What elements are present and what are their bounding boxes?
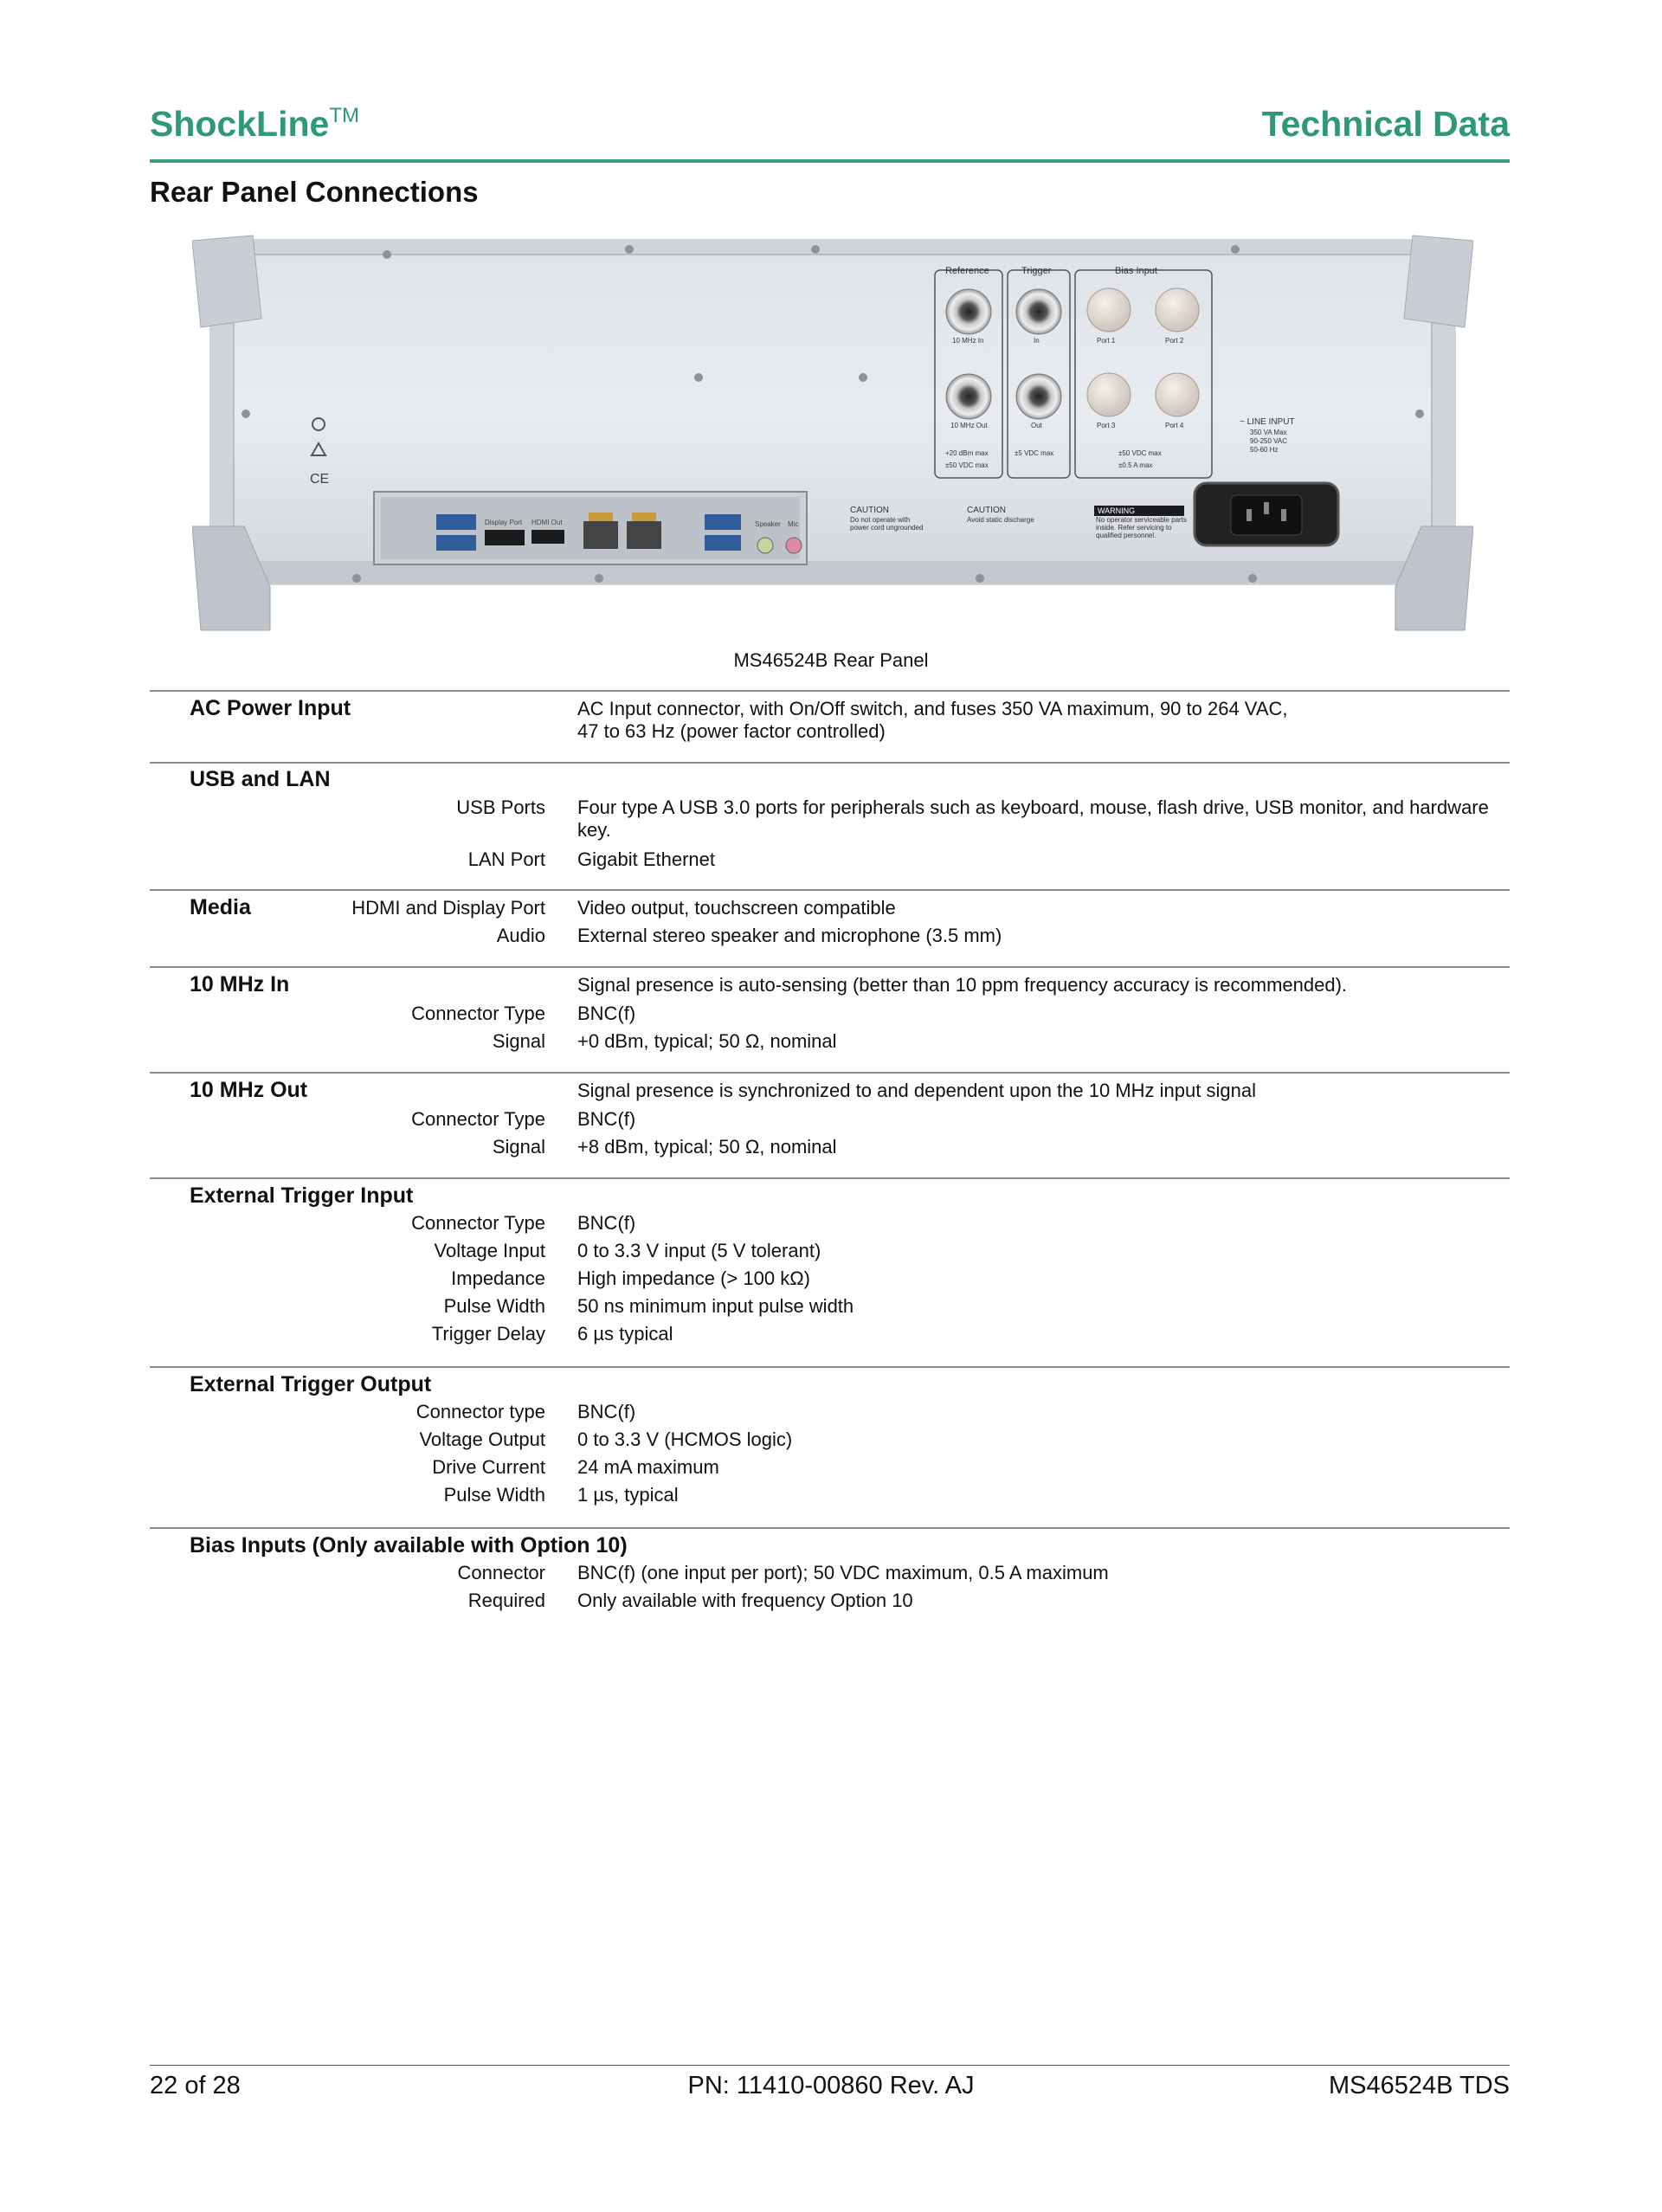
- spec-value: 24 mA maximum: [577, 1456, 719, 1478]
- spec-value: External stereo speaker and microphone (3.5 mm): [577, 925, 1002, 946]
- header-product: ShockLine™: [150, 104, 359, 144]
- section-rule: [150, 1527, 1510, 1529]
- header-doc-type: Technical Data: [1261, 104, 1510, 144]
- spec-label: LAN Port: [467, 848, 545, 870]
- line-input-label: ~ LINE INPUT: [1240, 417, 1295, 427]
- bias-input-label: Bias Input: [1115, 266, 1157, 276]
- image-caption: MS46524B Rear Panel: [733, 649, 929, 671]
- spec-section-title: USB and LAN: [190, 767, 331, 791]
- section-rule: [150, 1072, 1510, 1074]
- ref-spec1: +20 dBm max: [945, 449, 989, 457]
- caution-text2: power cord ungrounded: [850, 524, 924, 532]
- section-rule: [150, 1177, 1510, 1179]
- trig-in-label: In: [1034, 337, 1040, 345]
- warning-label: WARNING: [1098, 506, 1136, 515]
- spec-label: Impedance: [451, 1267, 545, 1289]
- bias-spec2: ±0.5 A max: [1118, 461, 1153, 469]
- spec-label: USB Ports: [456, 796, 545, 818]
- ref-spec2: ±50 VDC max: [945, 461, 989, 469]
- reference-label: Reference: [945, 266, 989, 276]
- spec-value: BNC(f): [577, 1003, 636, 1024]
- section-rule: [150, 690, 1510, 692]
- spec-label: Connector: [457, 1562, 545, 1583]
- warning-text3: qualified personnel.: [1096, 532, 1156, 539]
- footer-page-number: 22 of 28: [150, 2072, 241, 2099]
- spec-label: Pulse Width: [443, 1295, 545, 1317]
- warning-text2: inside. Refer servicing to: [1096, 524, 1172, 532]
- spec-value: Signal presence is auto-sensing (better than 10 ppm frequency accuracy is recommended).: [577, 974, 1348, 996]
- ref-out-label: 10 MHz Out: [950, 422, 988, 429]
- section-rule: [150, 762, 1510, 764]
- rear-panel-image: [192, 223, 1473, 639]
- spec-label: Signal: [492, 1030, 545, 1052]
- port3-label: Port 3: [1097, 422, 1116, 429]
- ref-in-label: 10 MHz In: [952, 337, 984, 345]
- spec-value: Signal presence is synchronized to and dependent upon the 10 MHz input signal: [577, 1080, 1256, 1101]
- caution-label: CAUTION: [850, 506, 889, 515]
- section-rule: [150, 889, 1510, 891]
- section-title: Rear Panel Connections: [150, 176, 479, 208]
- spec-value: BNC(f): [577, 1108, 636, 1130]
- hdmi-out-label: HDMI Out: [531, 519, 563, 526]
- footer-part-number: PN: 11410-00860 Rev. AJ: [687, 2072, 975, 2099]
- spec-label: Required: [467, 1590, 545, 1611]
- spec-value: 0 to 3.3 V input (5 V tolerant): [577, 1240, 821, 1261]
- spec-label: Connector type: [416, 1401, 545, 1422]
- header-rule: [150, 159, 1510, 163]
- line-spec2: 90-250 VAC: [1250, 437, 1287, 445]
- spec-label: Connector Type: [411, 1212, 545, 1234]
- spec-section-title: Bias Inputs (Only available with Option 10): [190, 1533, 628, 1557]
- section-rule: [150, 1366, 1510, 1368]
- spec-label: Pulse Width: [443, 1484, 545, 1506]
- spec-section-title: External Trigger Input: [190, 1183, 414, 1208]
- spec-value: Only available with frequency Option 10: [577, 1590, 913, 1611]
- speaker-label: Speaker: [755, 520, 781, 528]
- spec-label: HDMI and Display Port: [351, 897, 545, 919]
- spec-label: Audio: [496, 925, 545, 946]
- spec-section-title: Media: [190, 895, 251, 919]
- spec-section-title: External Trigger Output: [190, 1372, 432, 1396]
- spec-value: +0 dBm, typical; 50 Ω, nominal: [577, 1030, 837, 1052]
- footer-rule: [150, 2065, 1510, 2066]
- spec-label: Voltage Output: [419, 1428, 545, 1450]
- spec-label: Connector Type: [411, 1108, 545, 1130]
- spec-label: Voltage Input: [434, 1240, 545, 1261]
- spec-value: 6 µs typical: [577, 1323, 673, 1345]
- port2-label: Port 2: [1165, 337, 1184, 345]
- spec-value: 0 to 3.3 V (HCMOS logic): [577, 1428, 793, 1450]
- spec-value: BNC(f) (one input per port); 50 VDC maximum, 0.5 A maximum: [577, 1562, 1109, 1583]
- bias-spec1: ±50 VDC max: [1118, 449, 1162, 457]
- spec-value: 1 µs, typical: [577, 1484, 679, 1506]
- svg-text:CE: CE: [310, 472, 330, 487]
- trigger-label: Trigger: [1021, 266, 1052, 276]
- spec-section-title: 10 MHz Out: [190, 1078, 308, 1102]
- footer-doc-name: MS46524B TDS: [1328, 2072, 1510, 2099]
- spec-value: 50 ns minimum input pulse width: [577, 1295, 854, 1317]
- spec-value: AC Input connector, with On/Off switch, and fuses 350 VA maximum, 90 to 264 VAC, 47 to 63 Hz (power factor controlled): [577, 698, 1288, 742]
- trademark-mark: TM: [329, 104, 359, 127]
- spec-value: Gigabit Ethernet: [577, 848, 715, 870]
- spec-label: Trigger Delay: [431, 1323, 545, 1345]
- mic-label: Mic: [788, 520, 799, 528]
- spec-label: Connector Type: [411, 1003, 545, 1024]
- spec-value: BNC(f): [577, 1401, 636, 1422]
- trig-spec: ±5 VDC max: [1015, 449, 1054, 457]
- spec-value: Video output, touchscreen compatible: [577, 897, 896, 919]
- port4-label: Port 4: [1165, 422, 1184, 429]
- spec-value: Four type A USB 3.0 ports for peripherals such as keyboard, mouse, flash drive, USB monitor, and hardware key.: [577, 796, 1489, 841]
- warning-text1: No operator serviceable parts: [1096, 516, 1187, 524]
- line-spec1: 350 VA Max: [1250, 429, 1287, 436]
- caution2-text: Avoid static discharge: [967, 516, 1034, 524]
- spec-label: Signal: [492, 1136, 545, 1158]
- section-rule: [150, 966, 1510, 968]
- caution2-label: CAUTION: [967, 506, 1006, 515]
- spec-value: BNC(f): [577, 1212, 636, 1234]
- spec-section-title: AC Power Input: [190, 696, 351, 720]
- trig-out-label: Out: [1031, 422, 1042, 429]
- caution-text1: Do not operate with: [850, 516, 911, 524]
- spec-value: +8 dBm, typical; 50 Ω, nominal: [577, 1136, 837, 1158]
- display-port-label: Display Port: [485, 519, 523, 526]
- line-spec3: 50-60 Hz: [1250, 446, 1279, 454]
- spec-section-title: 10 MHz In: [190, 972, 290, 996]
- spec-label: Drive Current: [432, 1456, 545, 1478]
- port1-label: Port 1: [1097, 337, 1116, 345]
- spec-value: High impedance (> 100 kΩ): [577, 1267, 810, 1289]
